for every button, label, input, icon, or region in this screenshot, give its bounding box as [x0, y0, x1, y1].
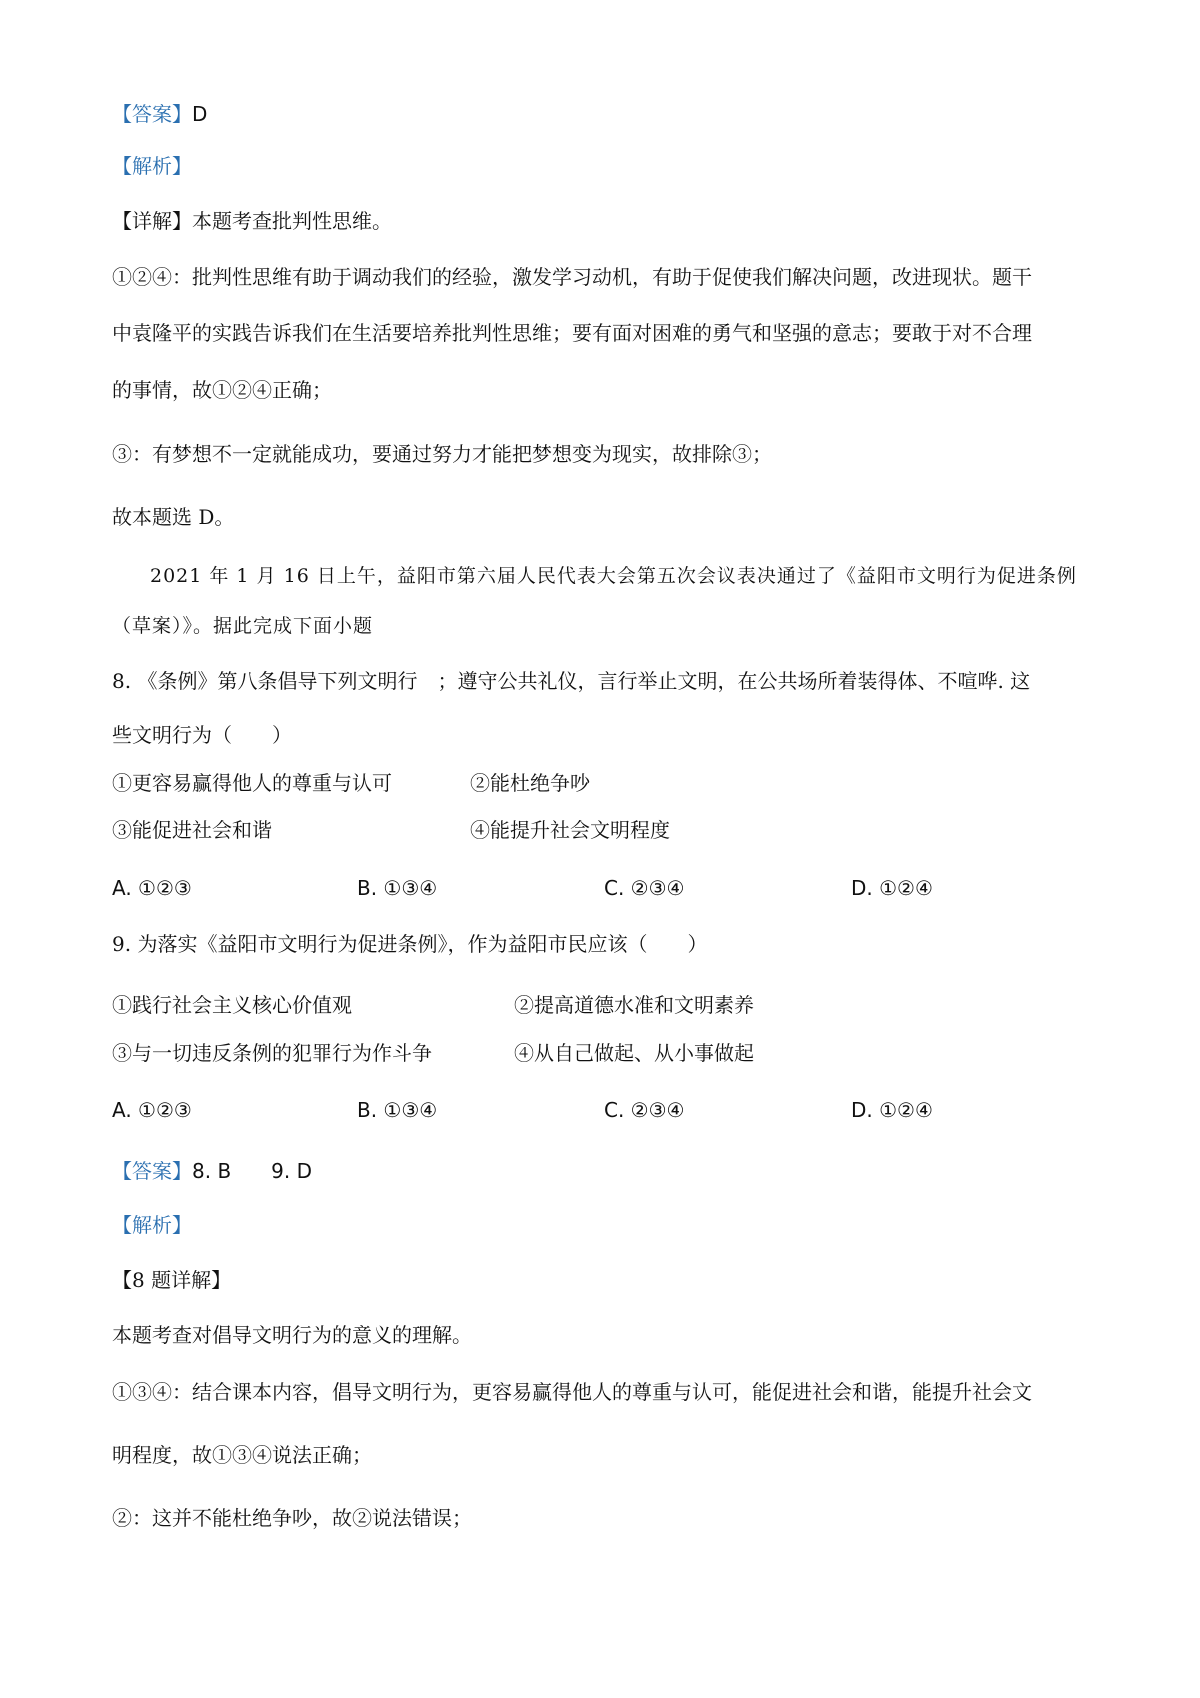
q8-statement-4: ④能提升社会文明程度	[470, 818, 670, 842]
q9-statement-1: ①践行社会主义核心价值观	[112, 993, 352, 1017]
q8-intro: 本题考查对倡导文明行为的意义的理解。	[112, 1323, 472, 1347]
q9-choice-b: B. ①③④	[357, 1098, 438, 1122]
passage-line2: （草案）》。据此完成下面小题	[112, 615, 374, 637]
q9-choice-c: C. ②③④	[604, 1098, 685, 1122]
analysis-label: 【解析】	[112, 154, 192, 178]
explanation-p1-line2: 中袁隆平的实践告诉我们在生活要培养批判性思维；要有面对困难的勇气和坚强的意志；要敢于对不合理	[112, 321, 1032, 345]
q9-choice-a: A. ①②③	[112, 1098, 192, 1122]
q9-statement-3: ③与一切违反条例的犯罪行为作斗争	[112, 1041, 432, 1065]
explanation-p1-line3: 的事情，故①②④正确；	[112, 378, 332, 402]
q8-explanation-p2: ②：这并不能杜绝争吵，故②说法错误；	[112, 1506, 472, 1530]
q8-detail-label: 【8 题详解】	[112, 1268, 232, 1292]
detail-text: 本题考查批判性思维。	[192, 209, 392, 233]
answer-line-1	[112, 100, 207, 128]
answer-values-2: 8. B 9. D	[192, 1159, 312, 1183]
detail-line	[112, 207, 392, 235]
explanation-p2: ③：有梦想不一定就能成功，要通过努力才能把梦想变为现实，故排除③；	[112, 442, 772, 466]
q8-statement-1: ①更容易赢得他人的尊重与认可	[112, 771, 392, 795]
q8-explanation-line1: ①③④：结合课本内容，倡导文明行为，更容易赢得他人的尊重与认可，能促进社会和谐，能提升社会文	[112, 1380, 1032, 1404]
q9-stem: 9. 为落实《益阳市文明行为促进条例》，作为益阳市民应该（ ）	[112, 932, 708, 956]
answer-line-2	[112, 1157, 312, 1185]
answer-label-2: 【答案】	[112, 1159, 192, 1183]
q8-choice-b: B. ①③④	[357, 876, 438, 900]
q8-choice-c: C. ②③④	[604, 876, 685, 900]
q8-stem-line1: 8. 《条例》第八条倡导下列文明行 ；遵守公共礼仪，言行举止文明，在公共场所着装得体、不喧哗. 这	[112, 669, 1031, 693]
q8-statement-2: ②能杜绝争吵	[470, 771, 590, 795]
q9-choice-d: D. ①②④	[851, 1098, 933, 1122]
explanation-p1-line1: ①②④：批判性思维有助于调动我们的经验，激发学习动机，有助于促使我们解决问题，改进现状。题干	[112, 265, 1032, 289]
answer-label: 【答案】	[112, 102, 192, 126]
analysis-label-2: 【解析】	[112, 1213, 192, 1237]
q8-explanation-line2: 明程度，故①③④说法正确；	[112, 1443, 372, 1467]
passage-line1: 2021 年 1 月 16 日上午，益阳市第六届人民代表大会第五次会议表决通过了《益阳市文明行为促进条例	[150, 565, 1077, 587]
q8-statement-3: ③能促进社会和谐	[112, 818, 272, 842]
q9-statement-4: ④从自己做起、从小事做起	[514, 1041, 754, 1065]
q9-statement-2: ②提高道德水准和文明素养	[514, 993, 754, 1017]
detail-label: 【详解】	[112, 209, 192, 233]
q8-choice-a: A. ①②③	[112, 876, 192, 900]
conclusion-line: 故本题选 D。	[112, 505, 235, 529]
q8-stem-line2: 些文明行为（ ）	[112, 723, 292, 747]
answer-value: D	[192, 102, 208, 126]
q8-choice-d: D. ①②④	[851, 876, 933, 900]
